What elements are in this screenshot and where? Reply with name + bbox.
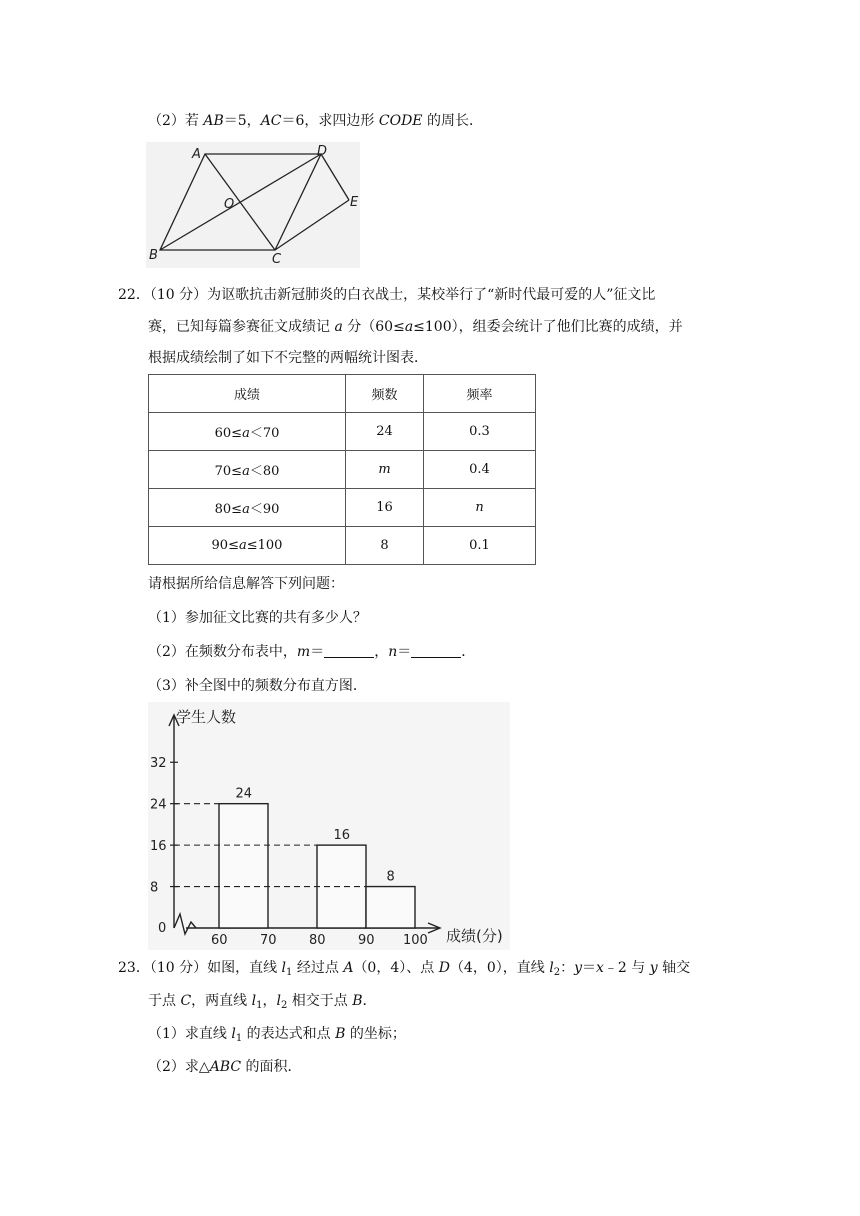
cell-count: 24 [346,413,424,451]
cell-range: 90≤a≤100 [149,527,346,565]
q23-line2: 于点 C，两直线 $l_1$，$l_2$ 相交于点 B． [148,993,377,1011]
q21-part2: （2）若 AB＝5，AC＝6，求四边形 CODE 的周长． [148,113,483,129]
table-row [149,413,536,451]
y-axis-title: 学生人数 [176,708,237,726]
label-B: B [149,248,158,263]
q22-instruction: 请根据所给信息解答下列问题： [148,576,344,592]
header-score: 成绩 [149,375,346,413]
histogram-bar [219,804,268,928]
origin-label: 0 [158,921,167,936]
cell-count: 8 [346,527,424,565]
header-frequency: 频率 [424,375,536,413]
y-tick-label: 8 [150,880,159,896]
table-row [149,527,536,565]
x-axis-title: 成绩(分) [446,927,503,945]
q22-sub3: （3）补全图中的频数分布直方图． [148,678,367,694]
bar-value-label: 16 [333,828,351,844]
label-A: A [192,147,201,162]
q22-line3: 根据成绩绘制了如下不完整的两幅统计图表． [148,350,428,366]
table-row [149,489,536,527]
q23-sub1: （1）求直线 $l_1$ 的表达式和点 B 的坐标； [148,1026,406,1044]
cell-freq: 0.4 [424,451,536,489]
q22-line1: 22．（10 分）为讴歌抗击新冠肺炎的白衣战士，某校举行了“新时代最可爱的人”征文比 [118,287,656,303]
x-tick-label: 90 [358,933,375,948]
cell-freq: 0.1 [424,527,536,565]
y-tick-label: 32 [150,756,167,772]
header-count: 频数 [346,375,424,413]
q22-line2: 赛，已知每篇参赛征文成绩记 a 分（60≤a≤100），组委会统计了他们比赛的成绩，并 [148,319,683,335]
x-tick-label: 100 [403,933,428,948]
cell-range: 60≤a＜70 [149,413,346,451]
y-tick-label: 24 [150,797,167,813]
q23-sub2: （2）求△ABC 的面积． [148,1059,302,1075]
label-O: O [224,197,235,212]
blank-m[interactable] [324,643,374,658]
blank-n[interactable] [411,643,461,658]
table-header-row [149,375,536,413]
table-row [149,451,536,489]
cell-freq: n [424,489,536,527]
q22-sub1: （1）参加征文比赛的共有多少人？ [148,610,367,626]
label-C: C [272,252,282,267]
cell-range: 80≤a＜90 [149,489,346,527]
bar-value-label: 24 [235,786,253,802]
label-D: D [317,144,328,159]
q23-line1: 23．（10 分）如图，直线 $l_1$ 经过点 A（0，4）、点 D（4，0），直线 $l_2$：y＝x﹣2 与 y 轴交 [118,960,691,978]
parallelogram-figure [146,142,360,268]
label-E: E [350,195,359,210]
cell-count: 16 [346,489,424,527]
cell-freq: 0.3 [424,413,536,451]
histogram-bar [366,887,415,928]
frequency-table [148,374,536,565]
x-tick-label: 60 [211,933,228,948]
cell-count: m [346,451,424,489]
cell-range: 70≤a＜80 [149,451,346,489]
histogram-chart [148,702,510,950]
q22-sub2: （2）在频数分布表中，m＝ ，n＝ ． [148,644,476,660]
x-tick-label: 80 [309,933,326,948]
x-tick-label: 70 [260,933,277,948]
bar-value-label: 8 [386,869,395,885]
y-tick-label: 16 [150,839,167,855]
